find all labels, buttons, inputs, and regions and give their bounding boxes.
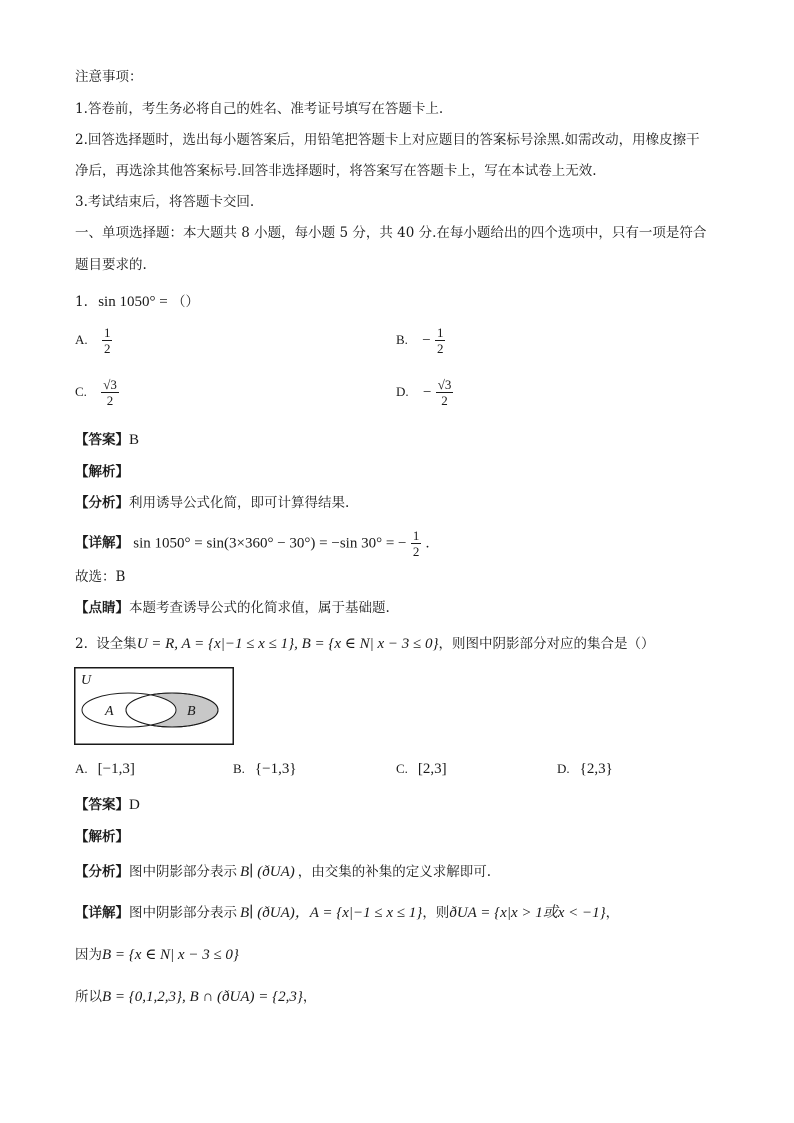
option-value: {2,3} [579, 761, 613, 777]
q1-option-a [75, 325, 112, 356]
q1-option-d [396, 377, 453, 408]
period: . [425, 535, 430, 552]
so-math: B = {0,1,2,3}, B ∩ (ðUA) = {2,3} [102, 989, 303, 1005]
option-label: C. [75, 384, 87, 399]
so-text-end: ， [302, 989, 317, 1005]
option-label: A. [75, 332, 88, 347]
notice-item-2-cont: 净后，再选涂其他答案标号.回答非选择题时，将答案写在答题卡上，写在本试卷上无效. [75, 163, 597, 179]
q1-detail [75, 528, 429, 559]
q1-stem [75, 293, 199, 311]
q2-detail [75, 904, 619, 922]
label-b: B [187, 704, 196, 719]
answer-tag: 【答案】 [75, 797, 129, 813]
detail-tag: 【详解】 [75, 905, 129, 921]
q1-choose: 故选：B [75, 569, 126, 585]
option-label: D. [557, 761, 570, 776]
fraction: $\frac{√3}{2}$ [437, 377, 452, 408]
comment-tag: 【点睛】 [75, 600, 129, 616]
q2-option-a [75, 760, 135, 778]
option-label: D. [396, 384, 409, 399]
fenxi-math: B∣ (ðUA) [240, 864, 295, 880]
fenxi-tag: 【分析】 [75, 495, 129, 511]
option-value: [−1,3] [97, 761, 135, 777]
because-text: 因为 [75, 947, 102, 963]
fenxi-text: 利用诱导公式化简，即可计算得结果. [129, 495, 350, 511]
q2-therefore [75, 988, 316, 1006]
q1-option-c [75, 377, 119, 408]
section-header-cont: 题目要求的. [75, 257, 147, 273]
section-header: 一、单项选择题：本大题共 8 小题，每小题 5 分，共 40 分.在每小题给出的四个选项中，只有一项是符合 [75, 225, 707, 241]
q2-number: 2. [75, 636, 88, 652]
detail-text-3: ， [605, 905, 620, 921]
q2-stem [75, 635, 655, 653]
detail-expression: sin 1050° = sin(3×360° − 30°) = −sin 30° = − [133, 535, 407, 552]
minus-sign: − [422, 332, 431, 349]
q1-analysis-tag: 【解析】 [75, 464, 129, 480]
q2-stem-math: U = R, A = {x|−1 ≤ x ≤ 1}, B = {x ∈ N| x − 3 ≤ 0} [136, 636, 439, 652]
q2-answer [75, 796, 140, 814]
venn-diagram [74, 667, 234, 745]
option-label: C. [396, 761, 408, 776]
q2-fenxi [75, 863, 491, 881]
q2-analysis-tag: 【解析】 [75, 829, 129, 845]
minus-sign: − [422, 384, 432, 401]
detail-text: 图中阴影部分表示 [129, 905, 237, 921]
comment-text: 本题考查诱导公式的化简求值，属于基础题. [129, 600, 390, 616]
notice-title: 注意事项： [75, 69, 143, 85]
because-math: B = {x ∈ N| x − 3 ≤ 0} [102, 947, 239, 963]
q2-option-b [233, 760, 297, 778]
detail-tag: 【详解】 [75, 535, 129, 551]
q1-comment [75, 599, 390, 617]
fenxi-text-end: ，由交集的补集的定义求解即可. [297, 864, 492, 880]
answer-tag: 【答案】 [75, 432, 129, 448]
q1-answer [75, 431, 139, 449]
detail-math-2: ðUA = {x|x > 1或x < −1} [449, 905, 606, 921]
option-label: A. [75, 761, 88, 776]
q2-stem-text-end: ，则图中阴影部分对应的集合是（） [438, 636, 655, 652]
q1-blank: （） [171, 294, 199, 310]
notice-item-1: 1.答卷前，考生务必将自己的姓名、准考证号填写在答题卡上. [75, 101, 444, 117]
answer-value: D [129, 797, 140, 813]
label-u: U [81, 673, 92, 688]
detail-text-2: ，则 [422, 905, 450, 921]
q2-stem-text: 设全集 [96, 636, 137, 652]
q2-because [75, 946, 239, 964]
notice-item-2: 2.回答选择题时，选出每小题答案后，用铅笔把答题卡上对应题目的答案标号涂黑.如需改动，用橡皮擦干 [75, 132, 700, 148]
q1-option-b [396, 325, 445, 356]
answer-value: B [129, 432, 140, 448]
option-label: B. [396, 332, 408, 347]
q1-number: 1. [75, 294, 88, 310]
fraction: $\frac{1}{2}$ [436, 325, 444, 356]
q1-expression: sin 1050° = [98, 294, 168, 310]
option-label: B. [233, 761, 245, 776]
detail-math-1: B∣ (ðUA)，A = {x|−1 ≤ x ≤ 1} [240, 905, 423, 921]
fraction: $\frac{1}{2}$ [103, 325, 111, 356]
notice-item-3: 3.考试结束后，将答题卡交回. [75, 194, 255, 210]
so-text: 所以 [75, 989, 102, 1005]
option-value: [2,3] [417, 761, 447, 777]
fenxi-tag: 【分析】 [75, 864, 129, 880]
q2-option-c [396, 760, 447, 778]
fraction: $\frac{√3}{2}$ [103, 377, 117, 408]
label-a: A [105, 704, 114, 719]
fenxi-text: 图中阴影部分表示 [129, 864, 237, 880]
fraction: $\frac{1}{2}$ [412, 528, 420, 559]
q1-fenxi [75, 494, 349, 512]
option-value: {−1,3} [254, 761, 297, 777]
q2-option-d [557, 760, 613, 778]
